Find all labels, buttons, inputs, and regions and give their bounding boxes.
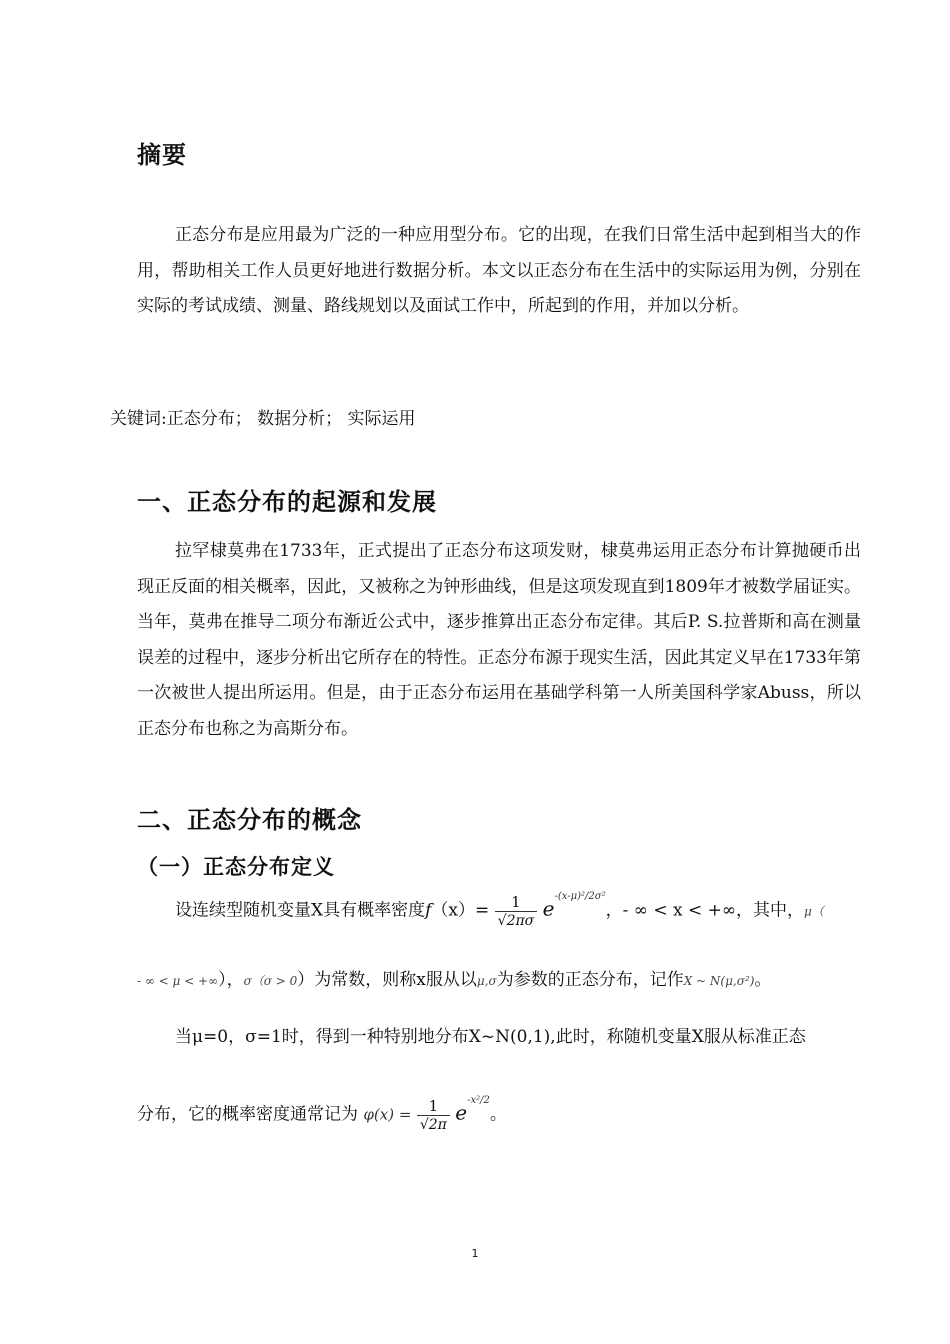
- mu-range: - ∞ < μ < +∞: [137, 974, 219, 988]
- text-segment: 分布，它的概率密度通常记为: [137, 1104, 358, 1125]
- text-segment: ）为常数，则称x服从以: [297, 970, 477, 990]
- function-arg: （x）=: [431, 900, 490, 921]
- fraction-denominator: √2π: [417, 1115, 450, 1133]
- page-number: 1: [471, 1247, 479, 1260]
- section1-heading: 一、正态分布的起源和发展: [137, 488, 437, 516]
- exp-base: e: [455, 1100, 468, 1125]
- standard-normal-text: 当μ=0，σ=1时，得到一种特别地分布X~N(0,1),此时，称随机变量X服从标准正态: [175, 1027, 806, 1047]
- text-segment: ），: [218, 970, 244, 990]
- text-segment: 为参数的正态分布，记作: [496, 970, 684, 990]
- density-fraction: [495, 893, 538, 929]
- params-symbol: μ,σ: [476, 974, 497, 988]
- section2-subheading: （一）正态分布定义: [137, 855, 335, 879]
- exp-exponent: -(x-μ)²/2σ²: [554, 890, 606, 902]
- text-segment: 。: [754, 970, 772, 990]
- fraction-denominator: √2πσ: [495, 911, 538, 929]
- definition-line-1: [175, 890, 824, 929]
- abstract-body: 正态分布是应用最为广泛的一种应用型分布。它的出现，在我们日常生活中起到相当大的作用，帮助相关工作人员更好地进行数据分析。本文以正态分布在生活中的实际运用为例，分别在实际的考试成绩、测量、路线规划以及面试工作中，所起到的作用，并加以分析。: [137, 225, 861, 316]
- phi-symbol: φ(x) =: [363, 1105, 412, 1124]
- distribution-notation: X ~ N(μ,σ²): [683, 974, 755, 988]
- function-symbol: f: [425, 900, 432, 921]
- definition-line-4: [137, 1094, 507, 1133]
- range-text: ，- ∞ < x < +∞，其中，: [605, 900, 805, 921]
- definition-text: 设连续型随机变量X具有概率密度: [175, 900, 426, 921]
- text-segment: 。: [489, 1104, 507, 1125]
- exp-exponent: -x²/2: [467, 1094, 490, 1106]
- phi-fraction: [417, 1097, 450, 1133]
- fraction-numerator: 1: [428, 1097, 439, 1115]
- abstract-heading: 摘要: [137, 141, 187, 169]
- sigma-condition: σ（σ > 0: [243, 974, 298, 988]
- fraction-numerator: 1: [511, 893, 521, 911]
- definition-line-2: [137, 965, 771, 990]
- exp-base: e: [542, 896, 555, 921]
- section1-body: 拉罕棣莫弗在1733年，正式提出了正态分布这项发财，棣莫弗运用正态分布计算抛硬币出现正反面的相关概率，因此，又被称之为钟形曲线，但是这项发现直到1809年才被数学届证实。当年，莫弗在推导二项分布渐近公式中，逐步推算出正态分布定律。其后P. S.拉普斯和高在测量误差的过程中，逐步分析出它所存在的特性。正态分布源于现实生活，因此其定义早在1733年第一次被世人提出所运用。但是，由于正态分布运用在基础学科第一人所美国科学家Abuss，所以正态分布也称之为高斯分布。: [137, 541, 861, 739]
- section2-heading: 二、正态分布的概念: [137, 806, 362, 834]
- keywords: 关键词:正态分布； 数据分析； 实际运用: [110, 409, 416, 429]
- mu-symbol: μ（: [804, 904, 824, 919]
